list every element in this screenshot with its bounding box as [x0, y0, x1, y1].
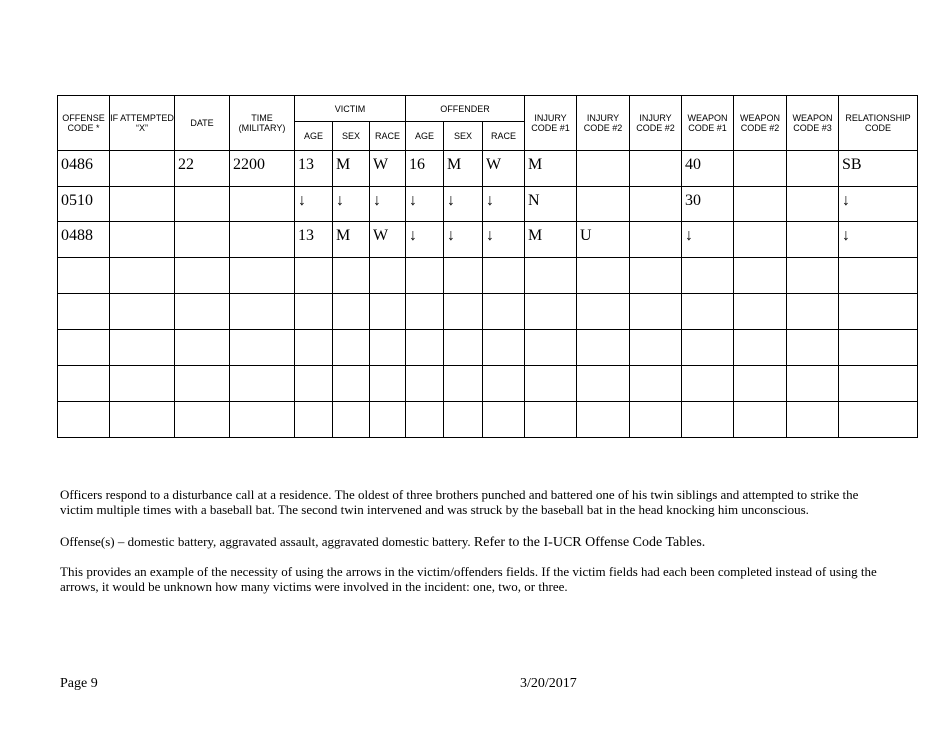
table-cell[interactable] — [630, 187, 682, 222]
table-cell[interactable] — [734, 294, 787, 330]
table-cell[interactable]: 30 — [682, 187, 734, 222]
table-cell[interactable] — [295, 366, 333, 402]
table-cell[interactable] — [483, 330, 525, 366]
table-cell[interactable] — [333, 330, 370, 366]
header-offender: OFFENDER — [406, 96, 525, 122]
table-row — [58, 402, 918, 438]
table-cell[interactable] — [295, 258, 333, 294]
table-cell[interactable] — [110, 222, 175, 258]
table-cell[interactable] — [295, 402, 333, 438]
table-cell[interactable]: M — [525, 222, 577, 258]
table-cell[interactable] — [444, 402, 483, 438]
table-cell[interactable] — [839, 366, 918, 402]
table-cell[interactable]: 0510 — [58, 187, 110, 222]
header-date: DATE — [175, 96, 230, 151]
table-cell[interactable] — [577, 402, 630, 438]
table-cell[interactable] — [734, 330, 787, 366]
table-cell[interactable] — [175, 330, 230, 366]
table-cell[interactable] — [444, 294, 483, 330]
table-cell[interactable] — [525, 402, 577, 438]
footer-date: 3/20/2017 — [520, 676, 577, 691]
table-cell[interactable] — [787, 294, 839, 330]
header-weapon-3: WEAPON CODE #3 — [787, 96, 839, 151]
table-cell[interactable] — [787, 258, 839, 294]
header-weapon-2: WEAPON CODE #2 — [734, 96, 787, 151]
table-cell[interactable] — [630, 222, 682, 258]
table-cell[interactable] — [630, 258, 682, 294]
table-cell[interactable] — [406, 402, 444, 438]
table-cell[interactable] — [839, 330, 918, 366]
table-cell[interactable]: 0486 — [58, 151, 110, 187]
table-cell[interactable]: W — [370, 151, 406, 187]
table-cell[interactable]: 13 — [295, 222, 333, 258]
table-cell[interactable]: ↓ — [483, 187, 525, 222]
table-cell[interactable] — [370, 330, 406, 366]
table-cell[interactable]: ↓ — [406, 222, 444, 258]
table-cell[interactable]: U — [577, 222, 630, 258]
table-cell[interactable] — [787, 402, 839, 438]
table-cell[interactable] — [230, 187, 295, 222]
table-cell[interactable] — [230, 294, 295, 330]
page-number: Page 9 — [60, 676, 98, 691]
table-cell[interactable] — [682, 330, 734, 366]
table-cell[interactable]: ↓ — [444, 222, 483, 258]
table-body — [58, 151, 918, 438]
table-cell[interactable] — [630, 294, 682, 330]
table-cell[interactable] — [175, 187, 230, 222]
scenario-paragraph: Officers respond to a disturbance call at a residence. The oldest of three brothers punched and battered one of his twin siblings and attempted to strike the victim multiple times with a baseball bat. The second twin intervened and was struck by the baseball bat in the head knocking him unconscious. — [60, 487, 859, 517]
table-cell[interactable] — [444, 330, 483, 366]
table-cell[interactable] — [175, 294, 230, 330]
table-cell[interactable] — [230, 258, 295, 294]
table-cell[interactable]: 40 — [682, 151, 734, 187]
table-row — [58, 258, 918, 294]
table-cell[interactable] — [483, 258, 525, 294]
table-cell[interactable] — [525, 294, 577, 330]
table-cell[interactable]: ↓ — [483, 222, 525, 258]
table-cell[interactable] — [734, 222, 787, 258]
table-cell[interactable] — [630, 366, 682, 402]
table-cell[interactable] — [577, 151, 630, 187]
table-cell[interactable] — [175, 258, 230, 294]
table-cell[interactable] — [370, 258, 406, 294]
header-victim-sex: SEX — [333, 122, 370, 151]
header-relationship: RELATIONSHIP CODE — [839, 96, 918, 151]
table-cell[interactable] — [230, 330, 295, 366]
offense-table — [57, 95, 918, 438]
table-cell[interactable] — [110, 187, 175, 222]
table-cell[interactable] — [734, 187, 787, 222]
table-cell[interactable] — [333, 294, 370, 330]
table-cell[interactable] — [734, 258, 787, 294]
table-cell[interactable] — [444, 366, 483, 402]
table-cell[interactable] — [110, 366, 175, 402]
table-cell[interactable] — [682, 402, 734, 438]
table-row — [58, 294, 918, 330]
table-cell[interactable] — [406, 258, 444, 294]
table-cell[interactable]: ↓ — [295, 187, 333, 222]
table-cell[interactable] — [110, 151, 175, 187]
table-cell[interactable] — [444, 258, 483, 294]
table-cell[interactable]: 2200 — [230, 151, 295, 187]
table-cell[interactable] — [577, 330, 630, 366]
table-cell[interactable] — [787, 330, 839, 366]
table-cell[interactable] — [630, 402, 682, 438]
table-cell[interactable]: W — [370, 222, 406, 258]
table-cell[interactable] — [333, 366, 370, 402]
table-cell[interactable] — [787, 366, 839, 402]
table-cell[interactable] — [682, 258, 734, 294]
table-cell[interactable] — [682, 366, 734, 402]
table-cell[interactable] — [839, 258, 918, 294]
table-cell[interactable] — [577, 366, 630, 402]
table-cell[interactable]: M — [525, 151, 577, 187]
header-offender-race: RACE — [483, 122, 525, 151]
table-cell[interactable] — [110, 258, 175, 294]
table-cell[interactable]: ↓ — [839, 187, 918, 222]
table-cell[interactable] — [230, 366, 295, 402]
offense-tables-reference: Refer to the I-UCR Offense Code Tables. — [473, 535, 706, 550]
table-cell[interactable] — [333, 402, 370, 438]
table-cell[interactable] — [175, 366, 230, 402]
table-cell[interactable] — [58, 366, 110, 402]
table-cell[interactable] — [175, 402, 230, 438]
offenses-text: Offense(s) – domestic battery, aggravated assault, aggravated domestic battery. — [60, 534, 474, 549]
table-cell[interactable]: ↓ — [682, 222, 734, 258]
header-offense-code: OFFENSE CODE * — [58, 96, 110, 151]
table-cell[interactable] — [110, 294, 175, 330]
table-cell[interactable]: W — [483, 151, 525, 187]
table-cell[interactable] — [787, 187, 839, 222]
table-cell[interactable] — [682, 294, 734, 330]
table-cell[interactable]: ↓ — [839, 222, 918, 258]
table-cell[interactable]: M — [333, 151, 370, 187]
table-cell[interactable] — [483, 294, 525, 330]
table-cell[interactable] — [58, 330, 110, 366]
table-cell[interactable] — [58, 258, 110, 294]
table-cell[interactable] — [483, 366, 525, 402]
header-if-attempted: IF ATTEMPTED “X” — [110, 96, 175, 151]
offenses-paragraph — [60, 534, 880, 550]
table-cell[interactable] — [787, 151, 839, 187]
table-cell[interactable]: SB — [839, 151, 918, 187]
table-cell[interactable] — [839, 294, 918, 330]
table-cell[interactable]: M — [333, 222, 370, 258]
table-cell[interactable] — [525, 258, 577, 294]
table-cell[interactable] — [58, 402, 110, 438]
table-cell[interactable] — [577, 187, 630, 222]
header-injury-2: INJURY CODE #2 — [577, 96, 630, 151]
header-victim-age: AGE — [295, 122, 333, 151]
table-row — [58, 222, 918, 258]
table-cell[interactable]: ↓ — [444, 187, 483, 222]
table-cell[interactable]: 22 — [175, 151, 230, 187]
table-cell[interactable] — [577, 294, 630, 330]
table-cell[interactable] — [734, 402, 787, 438]
table-cell[interactable]: 16 — [406, 151, 444, 187]
table-cell[interactable]: ↓ — [406, 187, 444, 222]
table-cell[interactable] — [295, 330, 333, 366]
header-weapon-1: WEAPON CODE #1 — [682, 96, 734, 151]
table-cell[interactable] — [406, 294, 444, 330]
table-cell[interactable] — [787, 222, 839, 258]
table-cell[interactable] — [370, 366, 406, 402]
header-offender-sex: SEX — [444, 122, 483, 151]
table-cell[interactable] — [295, 294, 333, 330]
table-cell[interactable] — [230, 222, 295, 258]
table-cell[interactable] — [630, 151, 682, 187]
table-row — [58, 330, 918, 366]
table-cell[interactable] — [577, 258, 630, 294]
header-offender-age: AGE — [406, 122, 444, 151]
table-cell[interactable] — [406, 366, 444, 402]
table-cell[interactable] — [525, 330, 577, 366]
table-cell[interactable] — [406, 330, 444, 366]
table-cell[interactable] — [839, 402, 918, 438]
table-cell[interactable] — [58, 294, 110, 330]
header-victim: VICTIM — [295, 96, 406, 122]
table-cell[interactable]: M — [444, 151, 483, 187]
table-cell[interactable] — [483, 402, 525, 438]
table-cell[interactable]: ↓ — [370, 187, 406, 222]
table-cell[interactable]: 0488 — [58, 222, 110, 258]
table-cell[interactable]: N — [525, 187, 577, 222]
header-time: TIME (MILITARY) — [230, 96, 295, 151]
table-cell[interactable] — [175, 222, 230, 258]
table-cell[interactable] — [110, 402, 175, 438]
table-row — [58, 366, 918, 402]
table-row — [58, 187, 918, 222]
table-cell[interactable] — [734, 366, 787, 402]
table-cell[interactable] — [630, 330, 682, 366]
table-cell[interactable] — [110, 330, 175, 366]
table-cell[interactable] — [370, 402, 406, 438]
table-row — [58, 151, 918, 187]
table-cell[interactable] — [525, 366, 577, 402]
table-cell[interactable] — [230, 402, 295, 438]
arrows-note-paragraph: This provides an example of the necessity of using the arrows in the victim/offenders fields. If the victim fields had each been completed instead of using the arrows, it would be unknown how many victims were involved in the incident: one, two, or three. — [60, 564, 877, 594]
header-victim-race: RACE — [370, 122, 406, 151]
table-cell[interactable]: 13 — [295, 151, 333, 187]
table-cell[interactable]: ↓ — [333, 187, 370, 222]
header-injury-1: INJURY CODE #1 — [525, 96, 577, 151]
table-cell[interactable] — [370, 294, 406, 330]
table-cell[interactable] — [734, 151, 787, 187]
header-injury-3: INJURY CODE #2 — [630, 96, 682, 151]
table-cell[interactable] — [333, 258, 370, 294]
